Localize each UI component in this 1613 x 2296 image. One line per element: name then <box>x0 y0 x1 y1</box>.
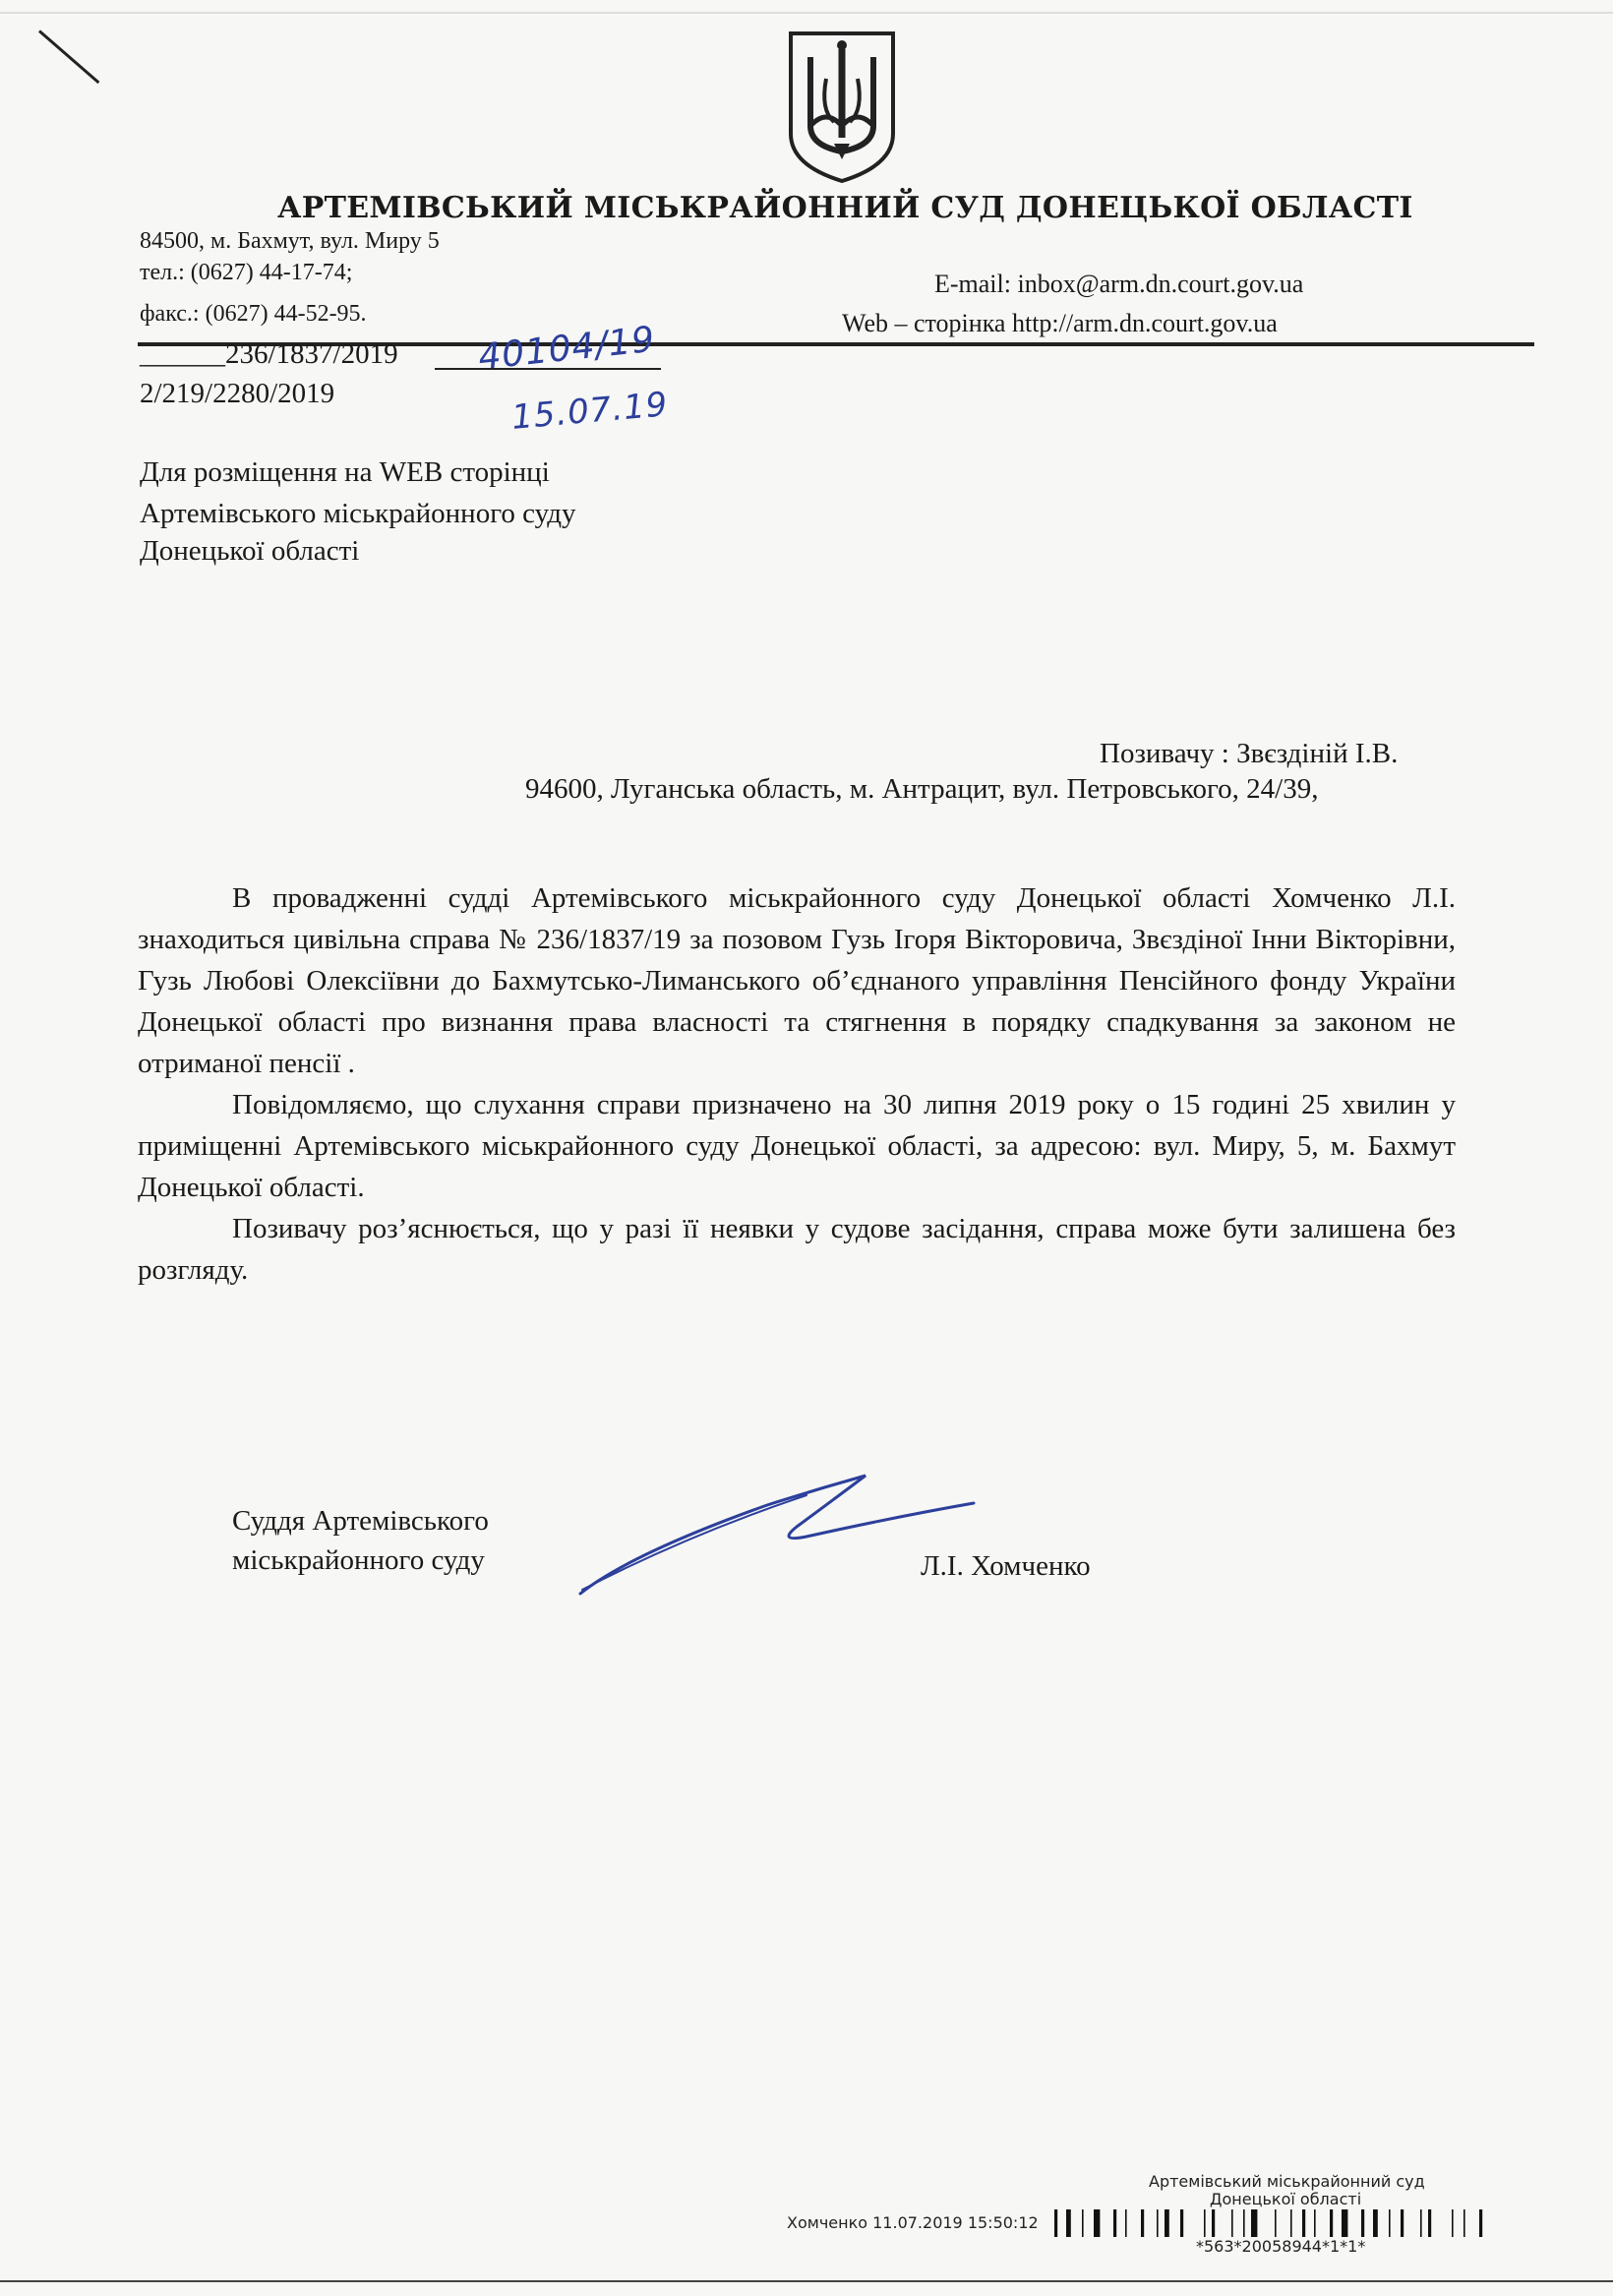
addressee-address: 94600, Луганська область, м. Антрацит, вул. Петровського, 24/39, <box>525 773 1319 805</box>
court-address: 84500, м. Бахмут, вул. Миру 5 <box>140 228 440 254</box>
corner-pen-mark <box>38 30 99 84</box>
stamp-org-line2: Донецької області <box>1210 2190 1362 2208</box>
body-paragraph-3: Позивачу роз’яснюється, що у разі її неявки у судове засідання, справа може бути залишена без розгляду. <box>138 1213 1456 1286</box>
case-number: ______236/1837/2019 <box>140 338 398 370</box>
addressee-name: Позивачу : Звєздіній І.В. <box>1100 738 1399 769</box>
barcode-number: *563*20058944*1*1* <box>1196 2237 1366 2256</box>
signer-title-line2: міськрайонного суду <box>232 1544 485 1576</box>
proceeding-number: 2/219/2280/2019 <box>140 378 335 409</box>
body-paragraph-1: В провадженні судді Артемівського міськрайонного суду Донецької області Хомченко Л.І. знаходиться цивільна справа № 236/1837/19 за позовом Гузь Ігоря Вікторовича, Звєздіної Інни Вікторівни, Гузь Любові Олексіївни до Бахмутсько-Лиманського об’єднаного управління Пенсійного фонду України Донецької області про визнання права власності та стягнення в порядку спадкування за законом не отриманої пенсії . <box>138 882 1456 1079</box>
court-email: E-mail: inbox@arm.dn.court.gov.ua <box>934 270 1304 298</box>
stamp-org-line1: Артемівський міськрайонний суд <box>1149 2172 1425 2191</box>
court-fax: факс.: (0627) 44-52-95. <box>140 301 367 327</box>
publication-note-line3: Донецької області <box>140 535 360 567</box>
court-web: Web – сторінка http://arm.dn.court.gov.ua <box>842 309 1278 337</box>
document-barcode <box>1052 2209 1530 2239</box>
signer-name: Л.І. Хомченко <box>921 1550 1091 1582</box>
letter-body <box>138 877 1456 1291</box>
stamp-author-datetime: Хомченко 11.07.2019 15:50:12 <box>787 2213 1039 2232</box>
scan-edge-line <box>0 12 1613 14</box>
court-phone: тел.: (0627) 44-17-74; <box>140 260 353 285</box>
publication-note-line1: Для розміщення на WEB сторінці <box>140 456 550 488</box>
scan-bottom-edge <box>0 2280 1613 2282</box>
handwritten-incoming-number: 40104/19 <box>476 319 658 379</box>
coat-of-arms-icon <box>783 28 901 185</box>
handwritten-signature <box>570 1466 984 1603</box>
signer-title-line1: Суддя Артемівського <box>232 1505 489 1537</box>
handwritten-date: 15.07.19 <box>509 385 670 438</box>
body-paragraph-2: Повідомляємо, що слухання справи призначено на 30 липня 2019 року о 15 годині 25 хвилин у приміщенні Артемівського міськрайонного суду Донецької області, за адресою: вул. Миру, 5, м. Бахмут Донецької області. <box>138 1089 1456 1203</box>
court-name-heading: АРТЕМІВСЬКИЙ МІСЬКРАЙОННИЙ СУД ДОНЕЦЬКОЇ ОБЛАСТІ <box>277 191 1413 225</box>
publication-note-line2: Артемівського міськрайонного суду <box>140 498 576 529</box>
